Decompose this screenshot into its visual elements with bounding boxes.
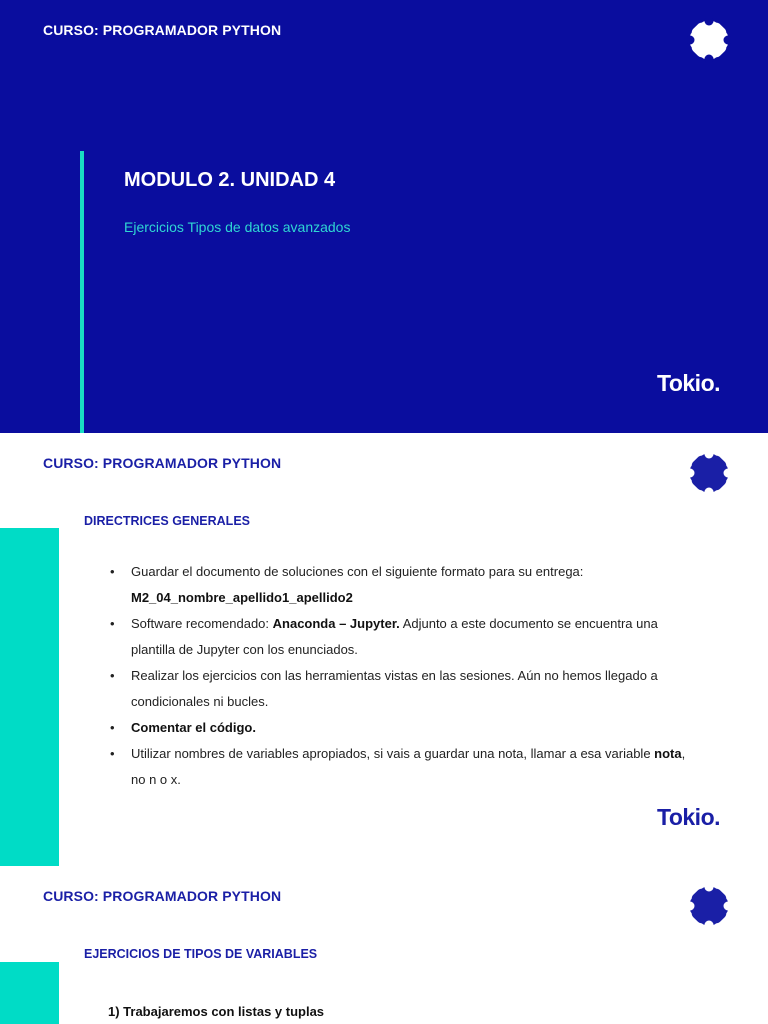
tokio-wordmark: Tokio. [657,370,721,396]
course-label: CURSO: PROGRAMADOR PYTHON [43,455,282,471]
guideline-text: Realizar los ejercicios con las herramientas vistas en las sesiones. Aún no hemos llegado a condicionales ni bucles. [131,668,658,709]
guideline-item [110,741,700,793]
guideline-item [110,559,700,611]
module-subtitle: Ejercicios Tipos de datos avanzados [124,219,351,235]
guidelines-slide [0,433,768,866]
guideline-bold: Anaconda – Jupyter. [272,616,400,631]
bullet-dot: • [110,616,115,631]
guideline-bold: nota [654,746,682,761]
section-title: EJERCICIOS DE TIPOS DE VARIABLES [84,947,318,961]
course-label: CURSO: PROGRAMADOR PYTHON [43,22,282,38]
tokio-x-logo-icon [687,18,731,62]
module-title: MODULO 2. UNIDAD 4 [124,169,336,191]
guideline-text: Adjunto a este documento se encuentra una plantilla de Jupyter con los enunciados. [131,616,658,657]
course-label: CURSO: PROGRAMADOR PYTHON [43,888,282,904]
teal-side-block [0,962,59,1024]
guideline-bold: Comentar el código. [131,720,256,735]
exercise-heading: 1) Trabajaremos con listas y tuplas [108,1004,325,1019]
teal-side-block [0,528,59,866]
cover-slide [0,0,768,433]
guidelines-list [110,559,700,793]
exercises-slide [0,866,768,1024]
guideline-bold: M2_04_nombre_apellido1_apellido2 [131,590,353,605]
guideline-item [110,715,700,741]
bullet-dot: • [110,668,115,683]
guideline-item [110,611,700,663]
tokio-x-logo-icon [687,451,731,495]
accent-line [80,151,84,433]
guideline-text: Utilizar nombres de variables apropiados, si vais a guardar una nota, llamar a esa variable [131,746,655,761]
guideline-text: , no n o x. [131,746,686,787]
bullet-dot: • [110,746,115,761]
bullet-dot: • [110,564,115,579]
tokio-x-logo-icon [687,884,731,928]
tokio-wordmark: Tokio. [657,804,721,830]
guideline-text: Guardar el documento de soluciones con el siguiente formato para su entrega: [131,564,584,579]
bullet-dot: • [110,720,115,735]
guideline-text: Software recomendado: [131,616,273,631]
section-title: DIRECTRICES GENERALES [84,514,250,528]
guideline-item [110,663,700,715]
